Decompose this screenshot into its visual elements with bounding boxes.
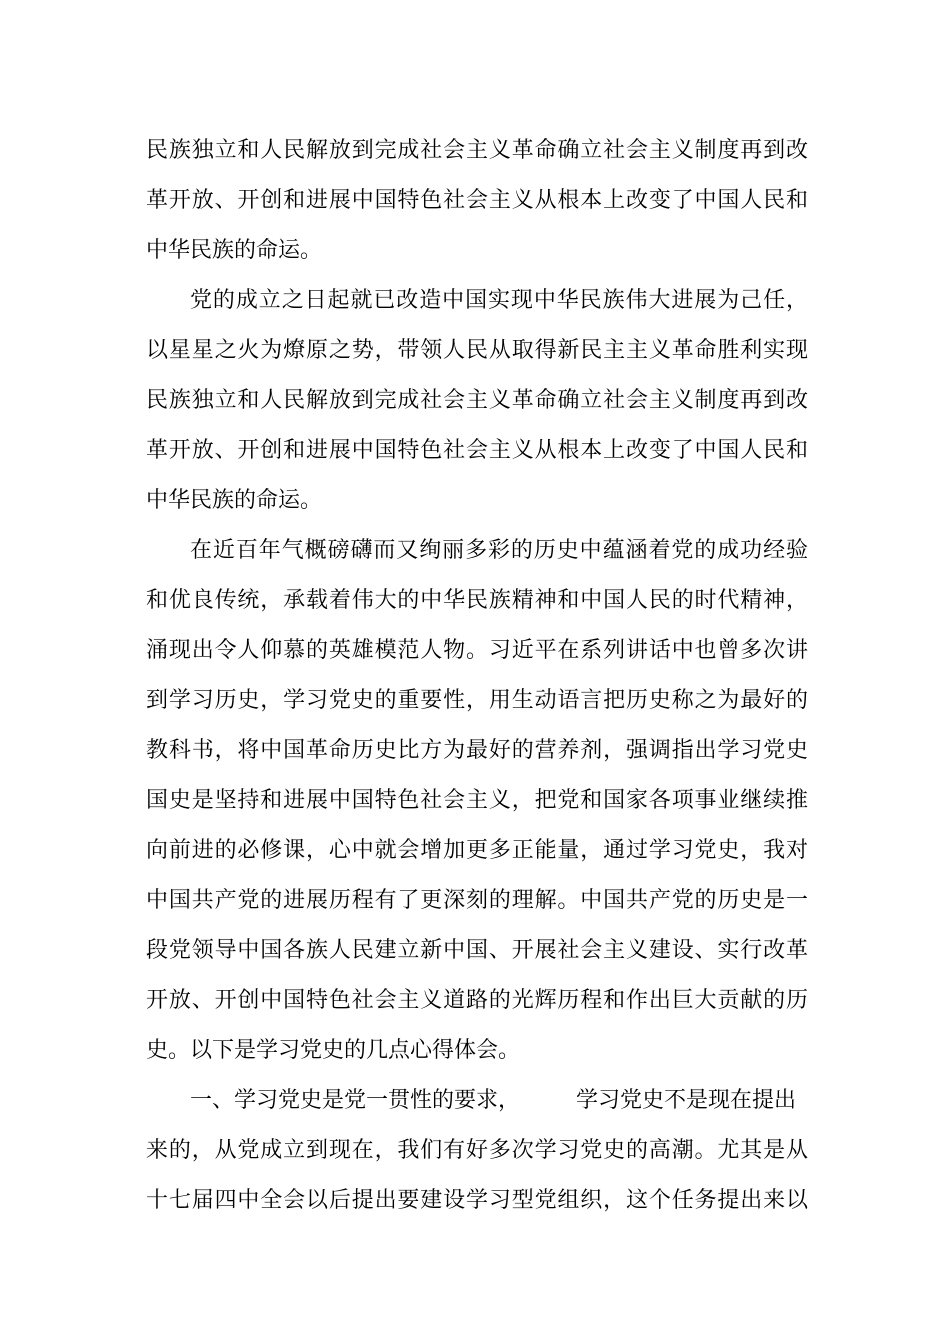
paragraph-1-line-2: 革开放、开创和进展中国特色社会主义从根本上改变了中国人民和 — [146, 188, 808, 213]
section-heading: 一、学习党史是党一贯性的要求， — [190, 1088, 521, 1113]
paragraph-3-line-2: 和优良传统，承载着伟大的中华民族精神和中国人民的时代精神， — [146, 588, 808, 613]
paragraph-3-line-3: 涌现出令人仰慕的英雄模范人物。习近平在系列讲话中也曾多次讲 — [146, 638, 808, 663]
paragraph-3-line-6: 国史是坚持和进展中国特色社会主义，把党和国家各项事业继续推 — [146, 788, 808, 813]
paragraph-3-line-10: 开放、开创中国特色社会主义道路的光辉历程和作出巨大贡献的历 — [146, 988, 808, 1013]
paragraph-4-line-2: 来的，从党成立到现在，我们有好多次学习党史的高潮。尤其是从 — [146, 1138, 808, 1163]
paragraph-3-line-1: 在近百年气概磅礴而又绚丽多彩的历史中蕴涵着党的成功经验 — [190, 538, 808, 563]
paragraph-4-line-3: 十七届四中全会以后提出要建设学习型党组织，这个任务提出来以 — [146, 1188, 808, 1213]
document-body — [146, 126, 808, 1226]
paragraph-3-line-9: 段党领导中国各族人民建立新中国、开展社会主义建设、实行改革 — [146, 938, 808, 963]
paragraph-2-line-5: 中华民族的命运。 — [146, 488, 323, 513]
section-lead-text: 学习党史不是现在提出 — [576, 1088, 797, 1113]
paragraph-3-line-5: 教科书，将中国革命历史比方为最好的营养剂，强调指出学习党史 — [146, 738, 808, 763]
paragraph-1-line-3: 中华民族的命运。 — [146, 238, 323, 263]
paragraph-1-line-1: 民族独立和人民解放到完成社会主义革命确立社会主义制度再到改 — [146, 138, 808, 163]
paragraph-3-line-8: 中国共产党的进展历程有了更深刻的理解。中国共产党的历史是一 — [146, 888, 808, 913]
paragraph-4-line-1 — [146, 1076, 808, 1126]
paragraph-2-line-1: 党的成立之日起就已改造中国实现中华民族伟大进展为己任， — [190, 288, 808, 313]
paragraph-2-line-4: 革开放、开创和进展中国特色社会主义从根本上改变了中国人民和 — [146, 438, 808, 463]
paragraph-3-line-7: 向前进的必修课，心中就会增加更多正能量，通过学习党史，我对 — [146, 838, 808, 863]
paragraph-3-line-4: 到学习历史，学习党史的重要性，用生动语言把历史称之为最好的 — [146, 688, 808, 713]
paragraph-3-line-11: 史。以下是学习党史的几点心得体会。 — [146, 1038, 521, 1063]
paragraph-2-line-2: 以星星之火为燎原之势，带领人民从取得新民主主义革命胜利实现 — [146, 338, 808, 363]
paragraph-2-line-3: 民族独立和人民解放到完成社会主义革命确立社会主义制度再到改 — [146, 388, 808, 413]
